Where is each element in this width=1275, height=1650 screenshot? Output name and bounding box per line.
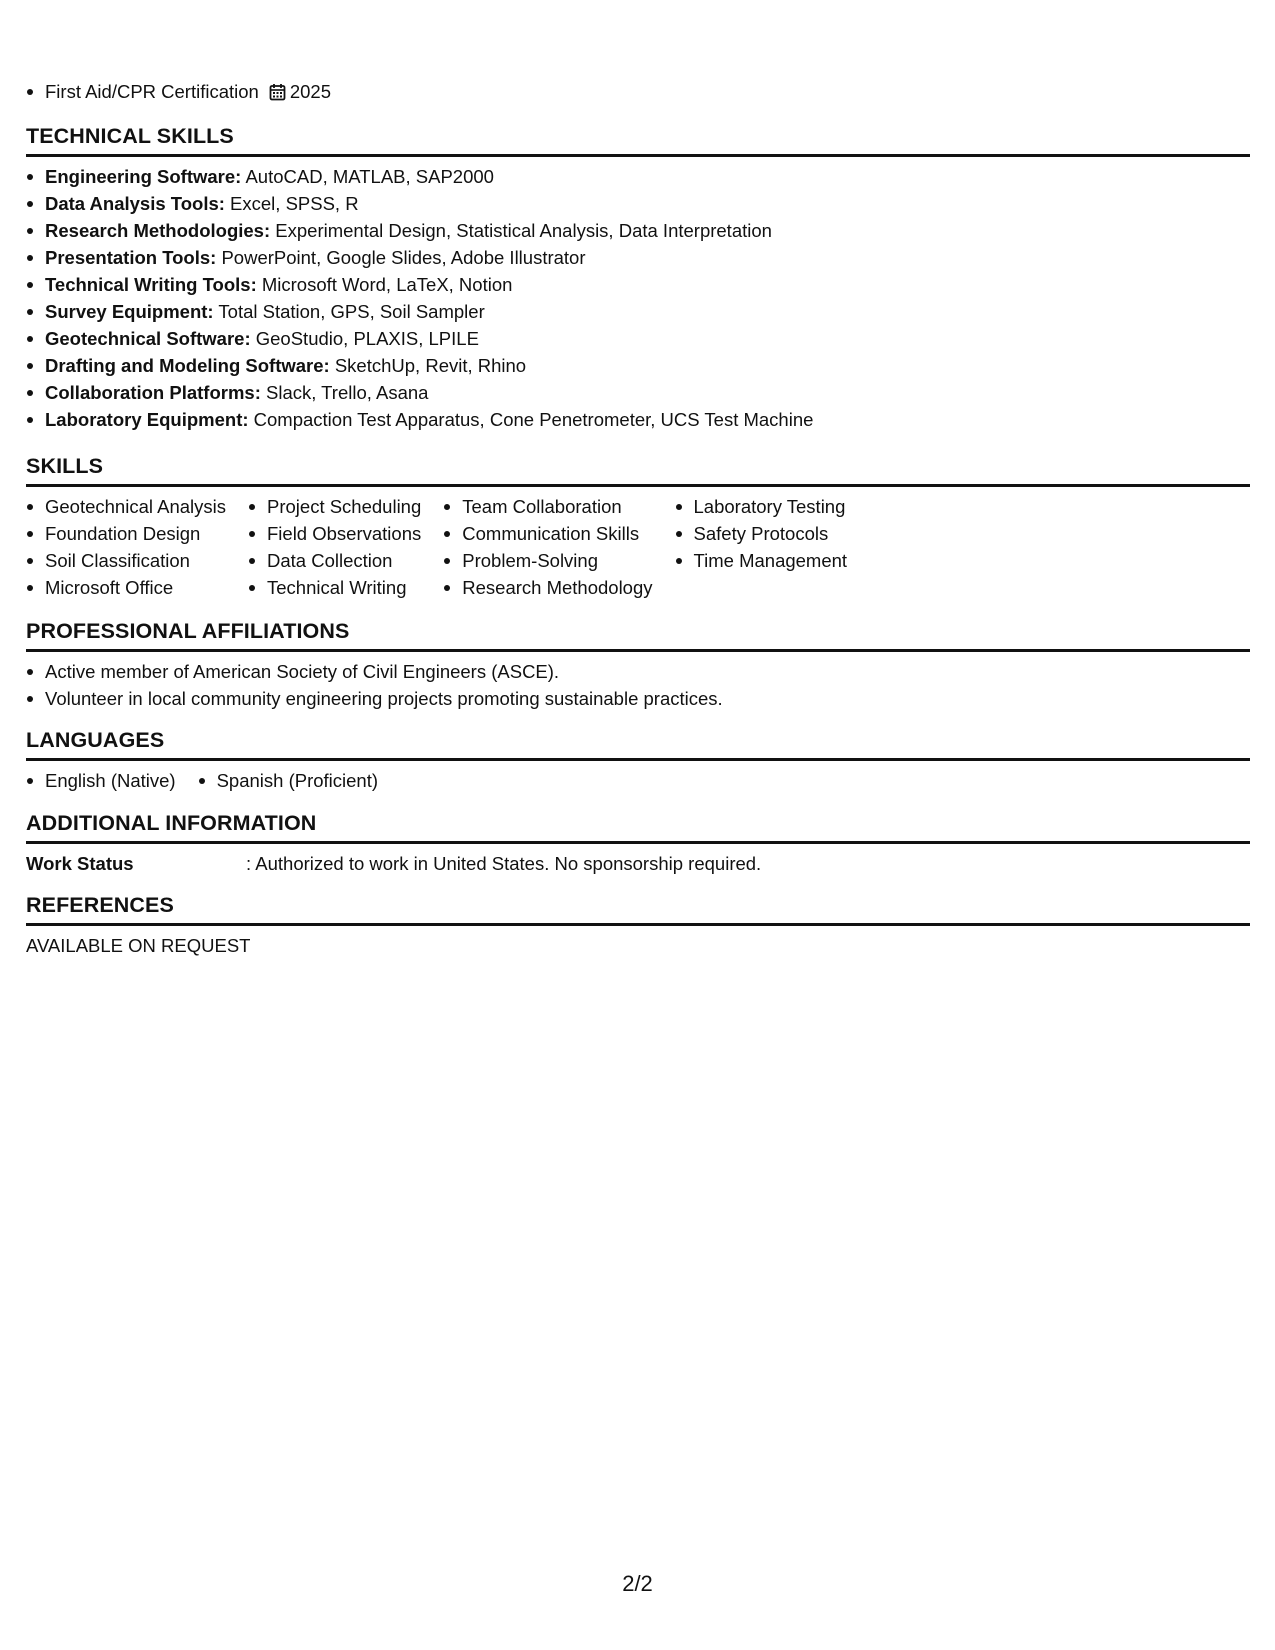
calendar-icon bbox=[269, 83, 286, 101]
technical-skill-value: SketchUp, Revit, Rhino bbox=[334, 355, 527, 376]
affiliations-section bbox=[26, 617, 1250, 712]
work-status-value: : Authorized to work in United States. No sponsorship required. bbox=[246, 853, 762, 874]
technical-skill-label: Survey Equipment: bbox=[45, 301, 214, 322]
technical-skill-item bbox=[26, 244, 1250, 271]
technical-skill-value: PowerPoint, Google Slides, Adobe Illustrator bbox=[221, 247, 586, 268]
skill-item: Soil Classification bbox=[26, 547, 226, 574]
skills-column bbox=[675, 493, 848, 601]
technical-skill-item bbox=[26, 298, 1250, 325]
references-text: AVAILABLE ON REQUEST bbox=[26, 935, 251, 956]
section-title: PROFESSIONAL AFFILIATIONS bbox=[26, 619, 350, 643]
certification-name: First Aid/CPR Certification bbox=[45, 81, 259, 102]
technical-skill-label: Collaboration Platforms: bbox=[45, 382, 261, 403]
languages-list bbox=[26, 767, 1250, 794]
technical-skills-section bbox=[26, 122, 1250, 433]
skills-column bbox=[443, 493, 652, 601]
technical-skill-item bbox=[26, 325, 1250, 352]
work-status-label: Work Status bbox=[26, 853, 134, 874]
skill-item: Communication Skills bbox=[443, 520, 652, 547]
technical-skill-label: Data Analysis Tools: bbox=[45, 193, 225, 214]
skill-item: Time Management bbox=[675, 547, 848, 574]
technical-skill-label: Research Methodologies: bbox=[45, 220, 271, 241]
section-title: TECHNICAL SKILLS bbox=[26, 124, 234, 148]
section-title: REFERENCES bbox=[26, 893, 174, 917]
technical-skill-item bbox=[26, 163, 1250, 190]
technical-skill-value: Experimental Design, Statistical Analysis, Data Interpretation bbox=[275, 220, 772, 241]
technical-skill-value: AutoCAD, MATLAB, SAP2000 bbox=[245, 166, 494, 187]
technical-skill-label: Laboratory Equipment: bbox=[45, 409, 249, 430]
technical-skill-item bbox=[26, 190, 1250, 217]
section-title: ADDITIONAL INFORMATION bbox=[26, 811, 317, 835]
technical-skill-item bbox=[26, 271, 1250, 298]
skills-column bbox=[248, 493, 421, 601]
technical-skill-item bbox=[26, 352, 1250, 379]
technical-skill-value: Compaction Test Apparatus, Cone Penetrometer, UCS Test Machine bbox=[253, 409, 814, 430]
skill-item: Microsoft Office bbox=[26, 574, 226, 601]
technical-skill-value: Total Station, GPS, Soil Sampler bbox=[218, 301, 485, 322]
section-divider bbox=[26, 154, 1250, 157]
language-item: Spanish (Proficient) bbox=[198, 767, 378, 794]
work-status-row bbox=[26, 850, 1250, 877]
certification-date bbox=[269, 81, 331, 102]
technical-skill-label: Engineering Software: bbox=[45, 166, 242, 187]
technical-skill-label: Presentation Tools: bbox=[45, 247, 217, 268]
skill-item: Research Methodology bbox=[443, 574, 652, 601]
section-divider bbox=[26, 758, 1250, 761]
language-item: English (Native) bbox=[26, 767, 176, 794]
technical-skill-value: Microsoft Word, LaTeX, Notion bbox=[261, 274, 513, 295]
skill-item: Geotechnical Analysis bbox=[26, 493, 226, 520]
technical-skill-item bbox=[26, 217, 1250, 244]
technical-skill-item bbox=[26, 406, 1250, 433]
affiliations-list bbox=[26, 658, 1250, 712]
references-section bbox=[26, 891, 1250, 959]
skill-item: Problem-Solving bbox=[443, 547, 652, 574]
skills-column bbox=[26, 493, 226, 601]
technical-skill-label: Geotechnical Software: bbox=[45, 328, 251, 349]
skill-item: Safety Protocols bbox=[675, 520, 848, 547]
skills-section bbox=[26, 452, 1250, 601]
section-title: LANGUAGES bbox=[26, 728, 165, 752]
skill-item: Foundation Design bbox=[26, 520, 226, 547]
section-divider bbox=[26, 649, 1250, 652]
section-divider bbox=[26, 484, 1250, 487]
technical-skill-value: GeoStudio, PLAXIS, LPILE bbox=[255, 328, 479, 349]
technical-skill-item bbox=[26, 379, 1250, 406]
section-title: SKILLS bbox=[26, 454, 104, 478]
skill-item: Team Collaboration bbox=[443, 493, 652, 520]
section-divider bbox=[26, 841, 1250, 844]
page-number: 2/2 bbox=[622, 1571, 653, 1596]
certification-list bbox=[26, 78, 331, 105]
skill-item: Field Observations bbox=[248, 520, 421, 547]
certification-item bbox=[26, 78, 331, 105]
technical-skill-value: Slack, Trello, Asana bbox=[266, 382, 429, 403]
technical-skill-label: Drafting and Modeling Software: bbox=[45, 355, 330, 376]
technical-skill-label: Technical Writing Tools: bbox=[45, 274, 257, 295]
affiliation-item: Active member of American Society of Civil Engineers (ASCE). bbox=[26, 658, 1250, 685]
section-divider bbox=[26, 923, 1250, 926]
skill-item: Data Collection bbox=[248, 547, 421, 574]
affiliation-item: Volunteer in local community engineering projects promoting sustainable practices. bbox=[26, 685, 1250, 712]
skill-item: Technical Writing bbox=[248, 574, 421, 601]
languages-section bbox=[26, 726, 1250, 794]
additional-info-section bbox=[26, 809, 1250, 877]
certification-year: 2025 bbox=[289, 81, 331, 102]
technical-skill-value: Excel, SPSS, R bbox=[230, 193, 359, 214]
skill-item: Project Scheduling bbox=[248, 493, 421, 520]
skill-item: Laboratory Testing bbox=[675, 493, 848, 520]
skills-grid bbox=[26, 493, 1250, 601]
technical-skills-list bbox=[26, 163, 1250, 433]
